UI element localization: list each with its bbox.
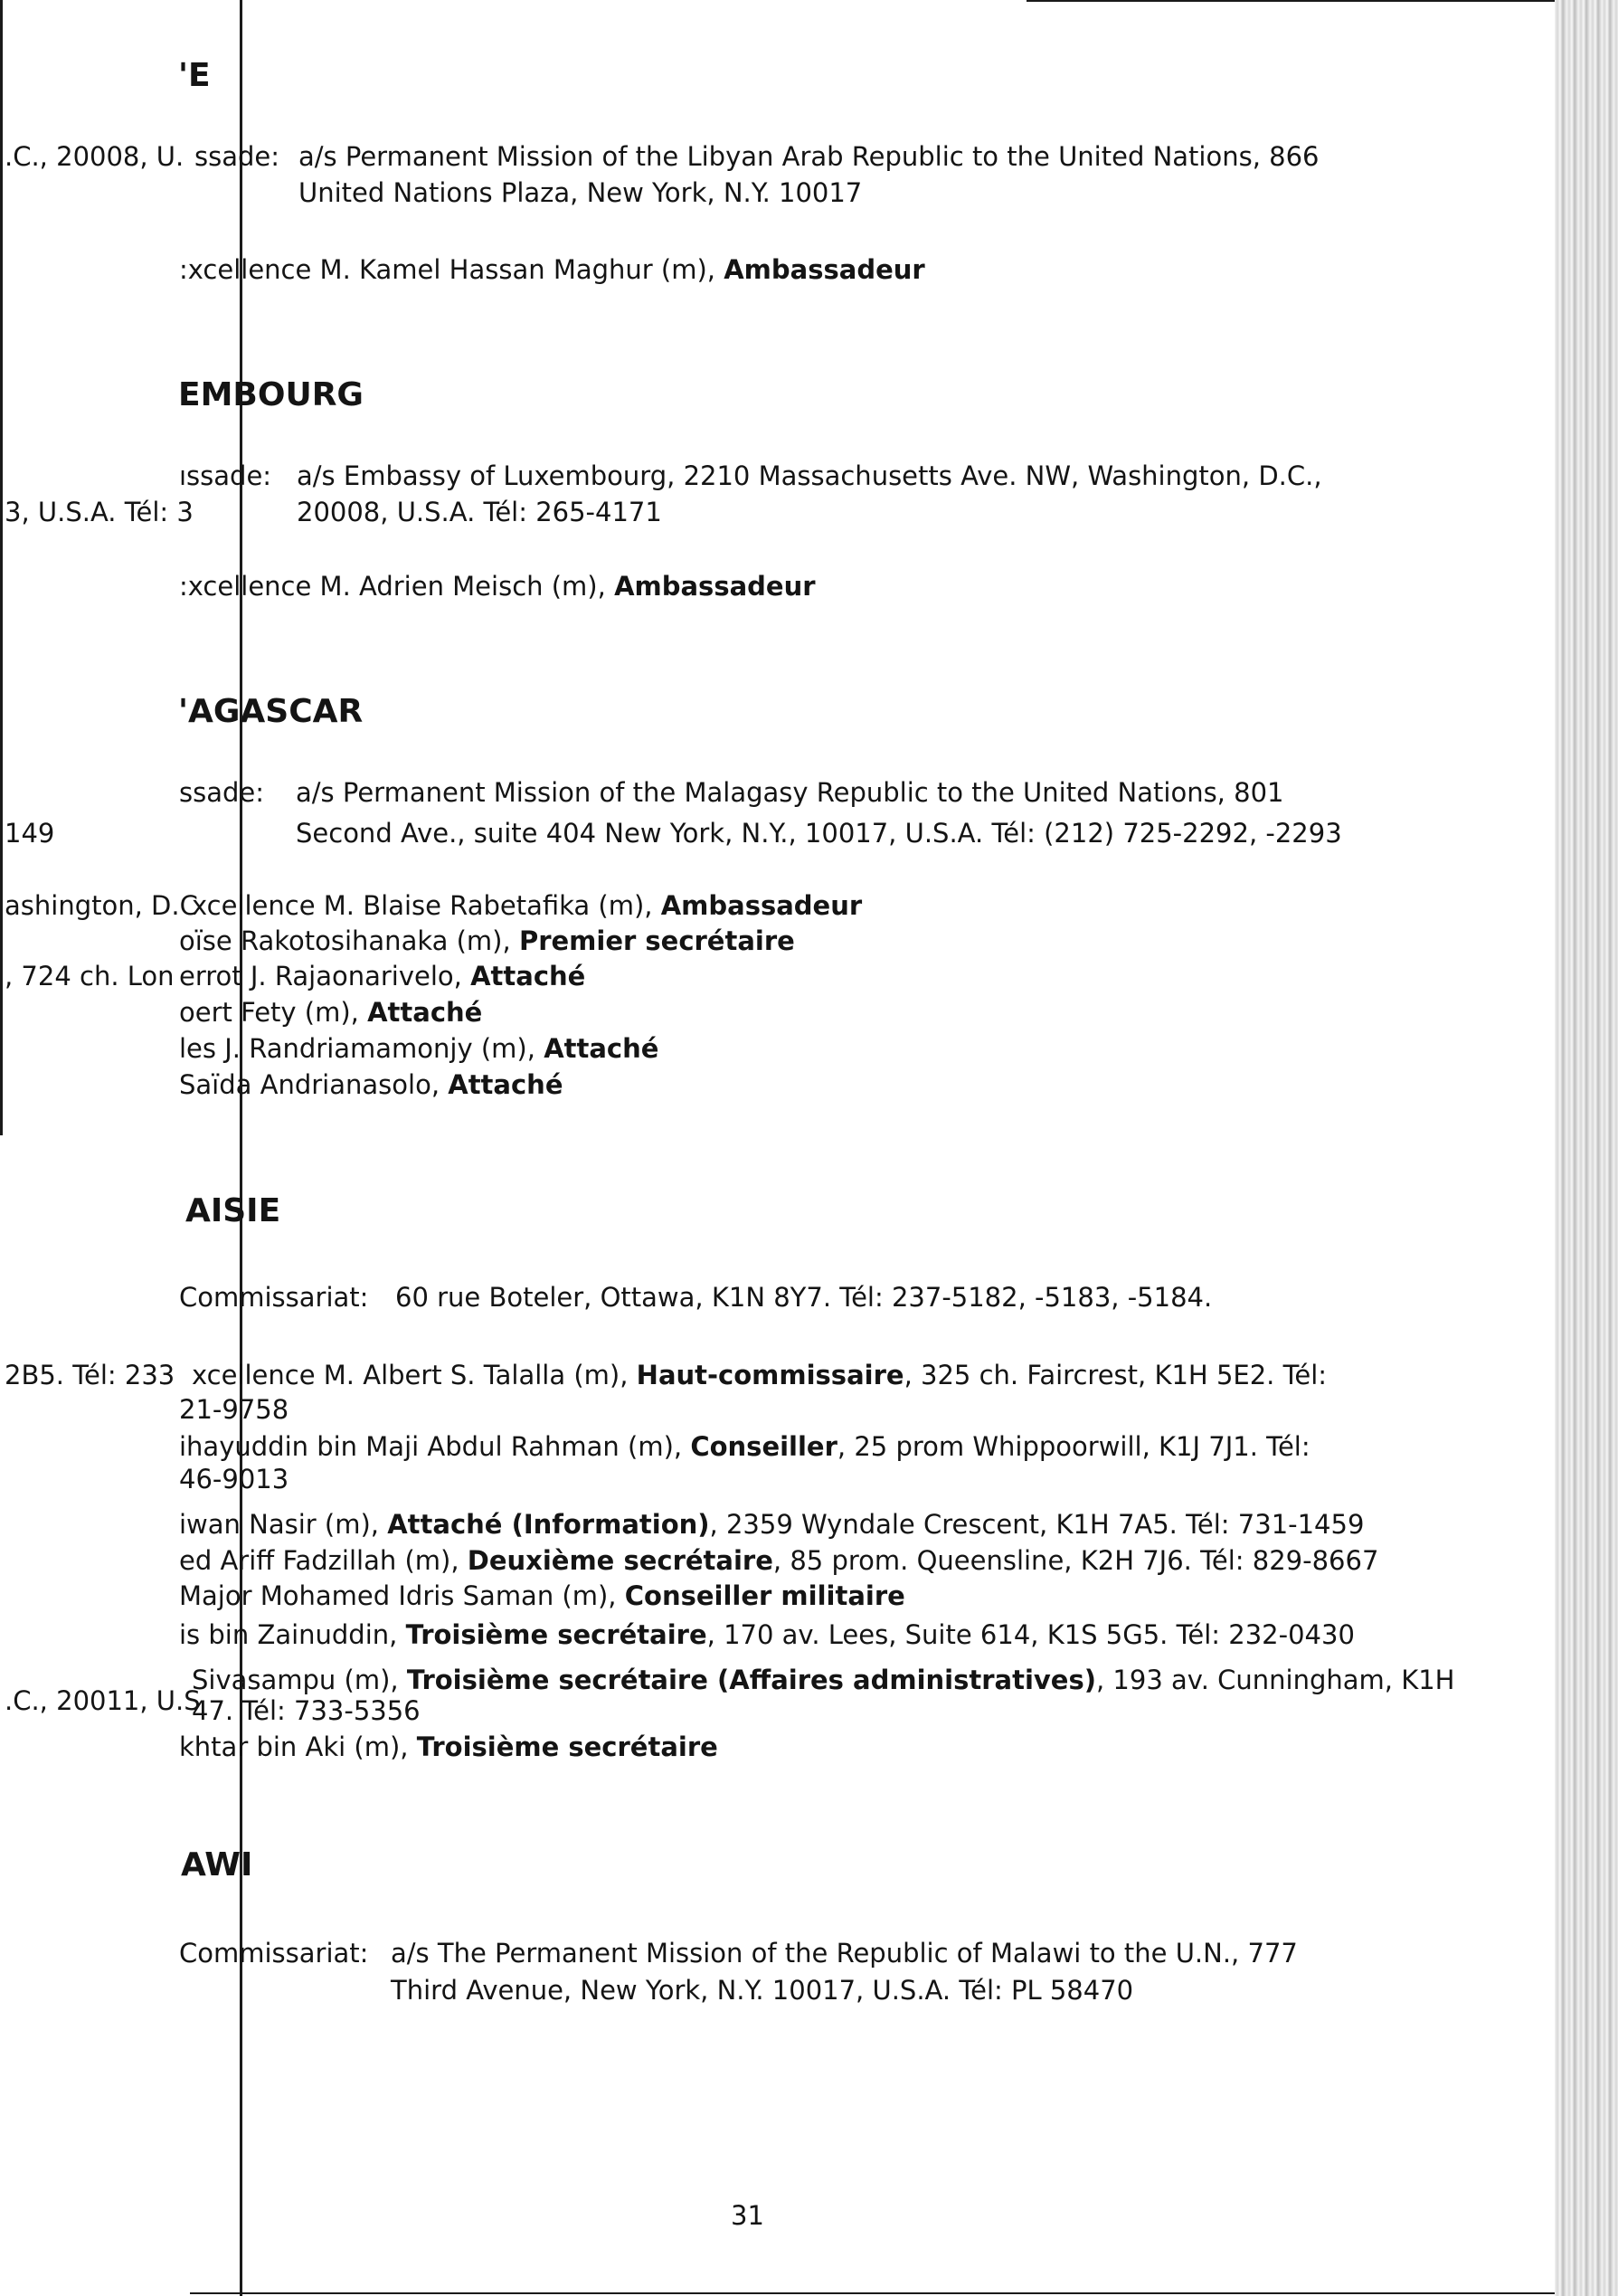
staff-title: Troisième secrétaire (Affaires administratives) — [406, 1665, 1096, 1695]
staff-title: Attaché — [367, 997, 483, 1028]
staff-title: Troisième secrétaire — [416, 1731, 718, 1762]
staff-address: , 25 prom Whippoorwill, K1J 7J1. Tél: — [837, 1431, 1310, 1462]
staff-name: ed Ariff Fadzillah (m), — [179, 1545, 468, 1576]
staff-title: Ambassadeur — [614, 571, 816, 602]
staff-entry — [179, 1544, 1378, 1577]
staff-entry — [179, 1068, 563, 1101]
left-column-fragment: ashington, D.C — [5, 890, 198, 921]
staff-title: Conseiller — [690, 1431, 837, 1462]
staff-entry — [179, 253, 925, 286]
staff-name: oïse Rakotosihanaka (m), — [179, 925, 519, 956]
address-line: 60 rue Boteler, Ottawa, K1N 8Y7. Tél: 237-5182, -5183, -5184. — [395, 1282, 1213, 1313]
staff-title: Ambassadeur — [724, 254, 925, 285]
staff-name: Major Mohamed Idris Saman (m), — [179, 1580, 625, 1611]
staff-entry — [179, 960, 585, 992]
left-column-fragment: , 724 ch. Lon — [5, 961, 175, 991]
staff-title: Troisième secrétaire — [405, 1619, 707, 1650]
address-line: a/s Embassy of Luxembourg, 2210 Massachusetts Ave. NW, Washington, D.C., — [297, 460, 1322, 491]
gutter-line-left — [0, 0, 3, 1135]
staff-entry — [179, 570, 816, 602]
staff-address: , 193 av. Cunningham, K1H — [1096, 1665, 1455, 1695]
address-line: Third Avenue, New York, N.Y. 10017, U.S.A. Tél: PL 58470 — [391, 1975, 1134, 2006]
staff-name: xcellence M. Albert S. Talalla (m), — [192, 1360, 637, 1390]
staff-entry — [179, 1430, 1310, 1463]
address-line: United Nations Plaza, New York, N.Y. 10017 — [298, 177, 863, 208]
staff-name: les J. Randriamamonjy (m), — [179, 1033, 544, 1064]
address-label: Commissariat: — [179, 1938, 369, 1969]
staff-name: ihayuddin bin Maji Abdul Rahman (m), — [179, 1431, 691, 1462]
staff-title: Premier secrétaire — [518, 925, 795, 956]
staff-entry — [192, 1359, 1327, 1391]
staff-name: :xcellence M. Kamel Hassan Maghur (m), — [179, 254, 724, 285]
staff-name: xcellence M. Blaise Rabetafika (m), — [192, 890, 661, 921]
staff-title: Ambassadeur — [660, 890, 863, 921]
section-heading-libye: 'E — [178, 57, 211, 94]
staff-entry — [192, 1664, 1454, 1696]
staff-name: Sivasampu (m), — [192, 1665, 407, 1695]
staff-entry — [179, 996, 482, 1029]
section-heading-madagascar: 'AGASCAR — [178, 693, 364, 730]
staff-address: , 325 ch. Faircrest, K1H 5E2. Tél: — [904, 1360, 1328, 1390]
left-column-fragment: 3, U.S.A. Tél: 3 — [5, 497, 194, 527]
left-column-fragment: .C., 20011, U.S — [5, 1685, 201, 1716]
staff-title: Attaché — [544, 1033, 659, 1064]
staff-title: Deuxième secrétaire — [467, 1545, 773, 1576]
staff-name: oert Fety (m), — [179, 997, 368, 1028]
staff-title: Attaché — [470, 961, 586, 991]
staff-address-continued: 21-9758 — [179, 1394, 289, 1425]
staff-entry — [192, 889, 862, 922]
staff-name: Saïda Andrianasolo, — [179, 1069, 449, 1100]
section-heading-luxembourg: EMBOURG — [178, 376, 364, 413]
scan-border-top — [1027, 0, 1569, 2]
address-line: a/s The Permanent Mission of the Republic of Malawi to the U.N., 777 — [391, 1938, 1298, 1969]
left-column-fragment: 149 — [5, 818, 55, 849]
page-number: 31 — [731, 2200, 764, 2231]
staff-name: is bin Zainuddin, — [179, 1619, 406, 1650]
address-label: ssade: — [179, 777, 265, 808]
address-label: Commissariat: — [179, 1282, 369, 1313]
staff-address: , 2359 Wyndale Crescent, K1H 7A5. Tél: 731-1459 — [709, 1509, 1365, 1540]
staff-address: , 170 av. Lees, Suite 614, K1S 5G5. Tél: 232-0430 — [706, 1619, 1355, 1650]
address-label: ıssade: — [179, 460, 272, 491]
staff-title: Conseiller militaire — [624, 1580, 905, 1611]
address-line: a/s Permanent Mission of the Malagasy Republic to the United Nations, 801 — [296, 777, 1284, 808]
address-line: a/s Permanent Mission of the Libyan Arab Republic to the United Nations, 866 — [298, 141, 1320, 172]
staff-name: errot J. Rajaonarivelo, — [179, 961, 471, 991]
staff-title: Haut-commissaire — [636, 1360, 904, 1390]
left-column-fragment: 2B5. Tél: 233 — [5, 1360, 175, 1390]
page-edge-shadow — [1555, 0, 1618, 2296]
staff-entry — [179, 1580, 905, 1612]
address-label: ssade: — [194, 141, 280, 172]
staff-name: khtar bin Aki (m), — [179, 1731, 417, 1762]
staff-address-continued: 46-9013 — [179, 1464, 289, 1494]
scan-border-bottom — [190, 2292, 1556, 2294]
address-line: 20008, U.S.A. Tél: 265-4171 — [297, 497, 662, 527]
staff-address: , 85 prom. Queensline, K2H 7J6. Tél: 829-8667 — [772, 1545, 1379, 1576]
staff-title: Attaché (Information) — [387, 1509, 710, 1540]
staff-entry — [179, 1618, 1355, 1651]
staff-entry — [179, 1731, 718, 1763]
section-heading-malaisie: AISIE — [185, 1192, 281, 1229]
left-column-fragment: .C., 20008, U. — [5, 141, 185, 172]
staff-title: Attaché — [448, 1069, 563, 1100]
staff-entry — [179, 1032, 658, 1065]
staff-entry — [179, 925, 795, 957]
address-line: Second Ave., suite 404 New York, N.Y., 10017, U.S.A. Tél: (212) 725-2292, -2293 — [296, 818, 1342, 849]
staff-name: :xcellence M. Adrien Meisch (m), — [179, 571, 615, 602]
staff-entry — [179, 1508, 1364, 1541]
section-heading-malawi: AWI — [181, 1846, 253, 1883]
staff-name: iwan Nasir (m), — [179, 1509, 388, 1540]
staff-address-continued: 47. Tél: 733-5356 — [192, 1695, 421, 1726]
